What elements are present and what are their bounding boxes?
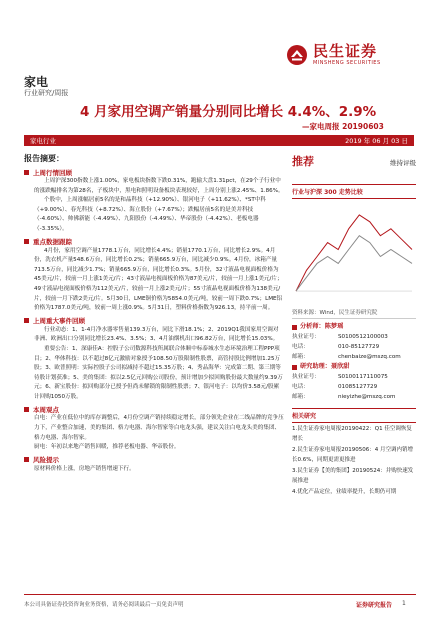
- section-paragraph: 厨电：年初以来地产销售回暖，推荐老板电器、华帝股份。: [34, 444, 180, 451]
- bar-date: 2019 年 06 月 03 日: [345, 137, 408, 145]
- info-key: 邮箱：: [292, 354, 309, 360]
- analyst-info-row: [292, 342, 416, 352]
- section-title: 上周重大事件回顾: [33, 317, 85, 326]
- analyst-info-row: [292, 332, 416, 342]
- section-title: 重点数据跟踪: [33, 238, 72, 247]
- section-heading: [24, 455, 284, 465]
- section-paragraph: 个股中，上周涨幅居前5名的是和晶科技（+12.90%）、银河电子（+11.62%）、*ST中科（+9.00%）、春光科技（+8.72%）、海立股份（+7.67%）；跌幅居前5名的是美并科技（-4.60%）、帅佛新能（-4.49%）、九阳股份（-4.49%）、华帝股份（-4.42%）、老板电器（-3.35%）。: [34, 197, 266, 232]
- info-value: S0100512100003: [338, 334, 388, 340]
- analyst-info-row: [292, 352, 416, 362]
- rating-row: [292, 153, 416, 169]
- report-headline: 4 月家用空调产销量分别同比增长 4.4%、2.9%: [80, 104, 377, 120]
- info-key: 邮箱：: [292, 394, 309, 400]
- bullet-square-icon: [24, 239, 29, 244]
- bar-industry: 家电行业: [30, 137, 56, 145]
- footer-label: 证券研究报告: [356, 602, 393, 609]
- analyst-heading: [292, 322, 416, 332]
- section-title: 本周观点: [33, 405, 59, 414]
- section-paragraph: 行业动态：1、1-4月净水器零售量139.3万台，同比下滑18.1%；2、2019Q1我国家用空调对非洲、欧洲出口分别同比增长23.4%、3.5%；3、4月油烟机出口96.82万台，同比增长15.03%。: [34, 326, 279, 343]
- chart-heading: 行业与沪深 300 走势比较: [292, 184, 416, 199]
- related-list: [292, 425, 416, 498]
- section-paragraph: 白电：产业在低位中的库存调整后，4月份空调产销持续稳定增长，部分领先企业在二线品牌的竞争压力下，产业整合加速，美的集团、格力电器、海尔智家等白电龙头强，建议关注白电龙头美的集团、格力电器、海尔智家。: [34, 415, 284, 441]
- logo-mark-icon: [286, 44, 308, 66]
- related-report-item[interactable]: 4.优化产品定位，业绩率提升，长期仍可期: [292, 489, 397, 495]
- bullet-square-icon: [24, 457, 29, 462]
- performance-chart: [292, 202, 416, 306]
- person-icon: [292, 325, 297, 330]
- section-paragraph: 重要公告：1、深康佳A：控股子公司数源科技所属联合体顺中标泰城水生态环境治理工程PPP项目；2、华体科技：以不超过8亿元激励对象授予108.50万股限制性股票，高管持股比例增加1.25万股；3、欧普照明：实际控股子公司拟减持不超过15.35万股；4、秀品海华：完成第二期、第三期等待股计划获准；5、美的集团：拟以2.5亿元回购公司股份，预计增加少拟回购股份最大数量约9.39万元；6、新宝股份：拟回购部分已授予但尚未解锁的限制性股票；7、银河电子：以均价3.58元/股累计回购1050万股。: [34, 345, 283, 400]
- section-heading: [24, 167, 284, 177]
- related-report-item[interactable]: 1.民生证券家电周报20190422：Q1 佳空调恢复增长: [292, 426, 412, 442]
- bullet-square-icon: [24, 318, 29, 323]
- info-key: 执业证号：: [292, 374, 320, 380]
- broker-logo: [286, 40, 416, 70]
- report-subline: —家电周报 20190603: [302, 122, 384, 131]
- header-bar: [24, 135, 414, 146]
- analyst-role: 研究助理：: [300, 363, 331, 370]
- analyst-heading: [292, 362, 416, 372]
- rating-value: 维持评级: [390, 159, 416, 167]
- bullet-square-icon: [24, 170, 29, 175]
- section-paragraph: 4月份，家用空调产量1778.1万台，同比增长4.4%；销量1770.1万台，同比增长2.9%。4月份，洗衣机产量548.6万台，同比增长0.2%；销量665.9万台，同比减少0.9%。4月份，冰箱产量713.5万台，同比减少1.7%；销量665.9万台，同比增长0.3%。5月份，32寸液晶电视面板价格为45美元/片，较前一月上涨1美元/片；43寸液晶电视面板价格为87美元/片，较前一月上涨1美元/片；49寸液晶电视面板价格为112美元/片，较前一月上涨2美元/片；55寸液晶电视面板价格为138美元/片，较前一月下跌2美元/片。5月30日，LME铜价格为5854.0美元/吨，较前一周下跌0.7%；LME铝价格为1787.0美元/吨，较前一周上涨0.9%。5月31日，塑料价格指数为926.13，持平前一周。: [34, 247, 283, 312]
- related-heading: 相关研究: [292, 408, 416, 423]
- person-icon: [292, 365, 297, 370]
- bullet-square-icon: [24, 407, 29, 412]
- page-number: 1: [402, 600, 406, 607]
- report-section: 家电: [24, 75, 49, 89]
- series-line-1: [296, 236, 412, 291]
- summary-body: [24, 165, 284, 474]
- chart-source: 资料来源：Wind，民生证券研究院: [292, 308, 416, 319]
- related-report-item[interactable]: 2.民生证券家电周报20190506：4 月空调内销增长0.6%，同期更需更推进: [292, 447, 413, 463]
- section-heading: [24, 404, 284, 414]
- logo-en: MINSHENG SECURITIES: [313, 60, 381, 66]
- info-value[interactable]: chenbaize@mszq.com: [338, 354, 401, 360]
- sidebar: [292, 153, 416, 498]
- footer-right: [356, 600, 406, 609]
- section-paragraph: 上周沪深300指数上涨1.00%，家电板块指数下跌0.31%，跑输大盘1.31pct，在29个子行业中的涨跌幅排名为第28名，子板块中，黑电和照明设备板块表现较好，上周分别上涨2.45%、1.86%。: [34, 178, 284, 194]
- logo-cn: 民生证券: [313, 42, 378, 60]
- section-title: 风险提示: [33, 456, 59, 465]
- info-value: 01085127729: [338, 384, 378, 390]
- related-report-item[interactable]: 3.民生证券【美的集团】20190524：并购快速发展推进: [292, 468, 414, 484]
- analyst-name: 聂欣甜: [330, 363, 350, 370]
- info-key: 电话：: [292, 344, 309, 350]
- analyst-block: [292, 322, 416, 402]
- rating-label: 推荐: [292, 155, 314, 168]
- performance-chart-svg: [292, 202, 416, 306]
- footer-disclaimer: 本公司具备证券投资咨询业务资格，请务必阅读最后一页免责声明: [24, 602, 184, 608]
- info-value: 010-85127729: [338, 344, 380, 350]
- analyst-info-row: [292, 392, 416, 402]
- section-title: 上周行情回顾: [33, 168, 72, 177]
- section-heading: [24, 316, 284, 326]
- series-line-0: [296, 215, 412, 291]
- footer-divider: [24, 594, 416, 595]
- section-heading: [24, 237, 284, 247]
- analyst-name: 陈梦瑶: [324, 323, 344, 330]
- info-value: S0100117110075: [338, 374, 388, 380]
- info-key: 执业证号：: [292, 334, 320, 340]
- section-paragraph: 原材料价格上涨，房地产销售增速下行。: [34, 465, 135, 472]
- info-value[interactable]: nieyizhe@mszq.com: [338, 394, 396, 400]
- info-key: 电话：: [292, 384, 309, 390]
- report-subsection: 行业研究/周报: [24, 89, 69, 97]
- analyst-info-row: [292, 382, 416, 392]
- analyst-role: 分析师：: [300, 323, 325, 330]
- summary-title: 报告摘要：: [24, 154, 64, 163]
- analyst-info-row: [292, 372, 416, 382]
